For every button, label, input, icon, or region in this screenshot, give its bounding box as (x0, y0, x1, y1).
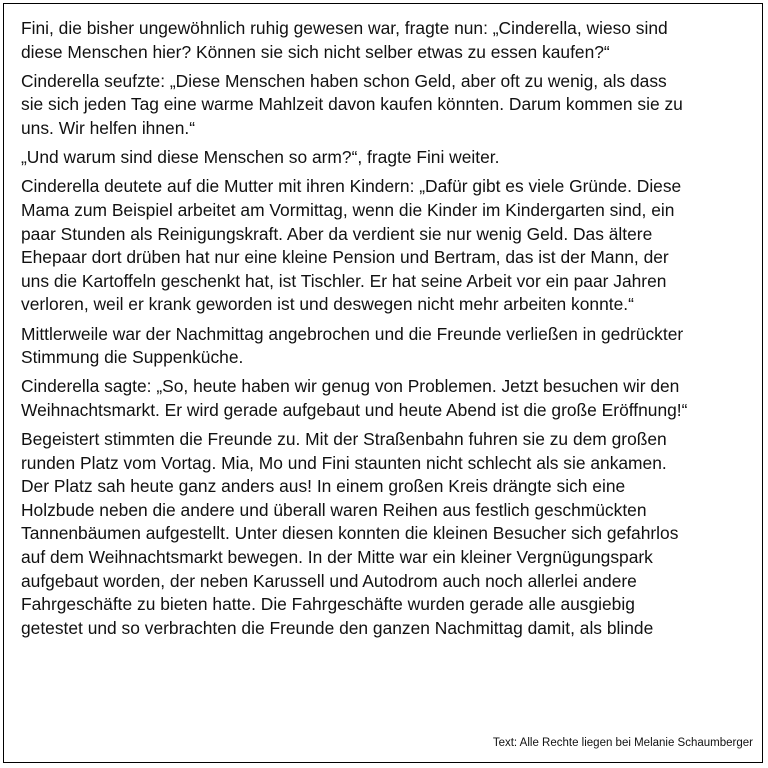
paragraph-5: Mittlerweile war der Nachmittag angebrochen und die Freunde verließen in gedrückter Stimmung die Suppenküche. (21, 323, 684, 368)
paragraph-3: „Und warum sind diese Menschen so arm?“, fragte Fini weiter. (21, 147, 500, 168)
paragraph-2: Cinderella seufzte: „Diese Menschen haben schon Geld, aber oft zu wenig, als dass sie sich jeden Tag eine warme Mahlzeit davon kaufen könnten. Darum kommen sie zu uns. Wir helfen ihnen.“ (21, 70, 683, 138)
story-text (21, 17, 761, 646)
paragraph-1: Fini, die bisher ungewöhnlich ruhig gewesen war, fragte nun: „Cinderella, wieso sind diese Menschen hier? Können sie sich nicht selber etwas zu essen kaufen?“ (21, 18, 668, 62)
page-frame (3, 3, 763, 763)
paragraph-6: Cinderella sagte: „So, heute haben wir genug von Problemen. Jetzt besuchen wir den Weihnachtsmarkt. Er wird gerade aufgebaut und heute Abend ist die große Eröffnung!“ (21, 376, 688, 420)
paragraph-7: Begeistert stimmten die Freunde zu. Mit der Straßenbahn fuhren sie zu dem großen runden Platz vom Vortag. Mia, Mo und Fini staunten nicht schlecht als sie ankamen. Der Platz sah heute ganz anders aus! In einem großen Kreis drängte sich eine Holzbude neben die andere und überall waren Reihen aus festlich geschmückten Tannenbäumen aufgestellt. Unter diesen konnten die kleinen Besucher sich gefahrlos auf dem Weihnachtsmarkt bewegen. In der Mitte war ein kleiner Vergnügungspark aufgebaut worden, der neben Karussell und Autodrom auch noch allerlei andere Fahrgeschäfte zu bieten hatte. Die Fahrgeschäfte wurden gerade alle ausgiebig getestet und so verbrachten die Freunde den ganzen Nachmittag damit, als blinde (21, 429, 679, 638)
paragraph-4: Cinderella deutete auf die Mutter mit ihren Kindern: „Dafür gibt es viele Gründe. Diese Mama zum Beispiel arbeitet am Vormittag, wenn die Kinder im Kindergarten sind, ein paar Stunden als Reinigungskraft. Aber da verdient sie nur wenig Geld. Das ältere Ehepaar dort drüben hat nur eine kleine Pension und Bertram, das ist der Mann, der uns die Kartoffeln geschenkt hat, ist Tischler. Er hat seine Arbeit vor ein paar Jahren verloren, weil er krank geworden ist und deswegen nicht mehr arbeiten konnte.“ (21, 176, 682, 315)
copyright-footer: Text: Alle Rechte liegen bei Melanie Schaumberger (492, 737, 753, 749)
